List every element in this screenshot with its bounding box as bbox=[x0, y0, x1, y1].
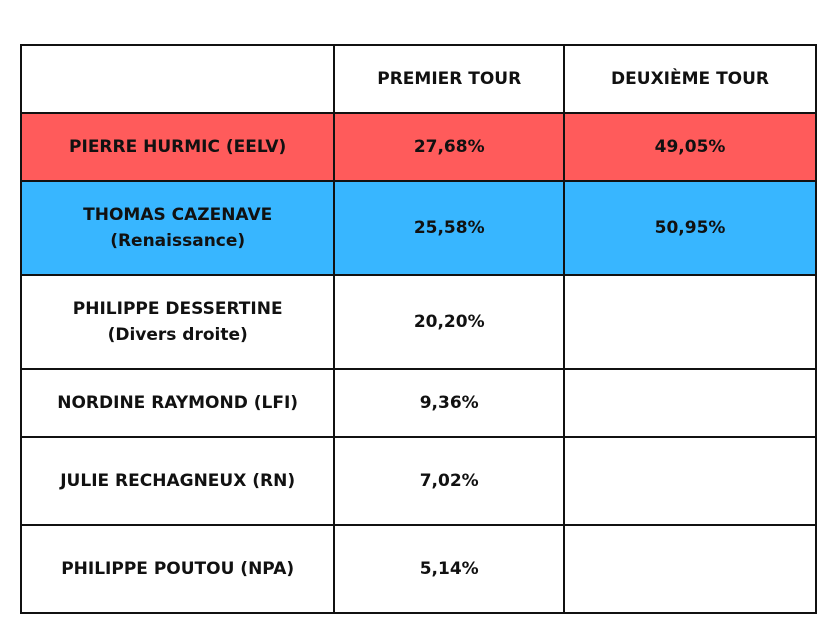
candidate-cell bbox=[21, 181, 334, 275]
premier-tour-cell: 5,14% bbox=[334, 525, 564, 613]
table-row bbox=[21, 113, 816, 181]
candidate-name: THOMAS CAZENAVE bbox=[83, 205, 273, 225]
candidate-cell bbox=[21, 275, 334, 369]
header-deuxieme-tour: DEUXIÈME TOUR bbox=[564, 45, 816, 113]
table-row bbox=[21, 525, 816, 613]
candidate-name: NORDINE RAYMOND (LFI) bbox=[57, 393, 299, 413]
deuxieme-tour-cell bbox=[564, 437, 816, 525]
candidate-party: (Divers droite) bbox=[107, 325, 248, 345]
candidate-name: PHILIPPE POUTOU (NPA) bbox=[61, 559, 295, 579]
deuxieme-tour-cell bbox=[564, 275, 816, 369]
deuxieme-tour-cell: 50,95% bbox=[564, 181, 816, 275]
premier-tour-cell: 25,58% bbox=[334, 181, 564, 275]
table-row bbox=[21, 275, 816, 369]
candidate-cell bbox=[21, 437, 334, 525]
candidate-cell bbox=[21, 369, 334, 437]
candidate-party: (Renaissance) bbox=[110, 231, 246, 251]
table-row bbox=[21, 369, 816, 437]
results-table bbox=[20, 44, 817, 614]
header-cell-empty bbox=[21, 45, 334, 113]
candidate-name: JULIE RECHAGNEUX (RN) bbox=[60, 471, 296, 491]
candidate-name: PIERRE HURMIC (EELV) bbox=[69, 137, 287, 157]
candidate-name: PHILIPPE DESSERTINE bbox=[72, 299, 283, 319]
candidate-cell bbox=[21, 113, 334, 181]
deuxieme-tour-cell: 49,05% bbox=[564, 113, 816, 181]
deuxieme-tour-cell bbox=[564, 369, 816, 437]
premier-tour-cell: 20,20% bbox=[334, 275, 564, 369]
deuxieme-tour-cell bbox=[564, 525, 816, 613]
premier-tour-cell: 9,36% bbox=[334, 369, 564, 437]
table-row bbox=[21, 181, 816, 275]
candidate-cell bbox=[21, 525, 334, 613]
header-premier-tour: PREMIER TOUR bbox=[334, 45, 564, 113]
premier-tour-cell: 27,68% bbox=[334, 113, 564, 181]
header-row bbox=[21, 45, 816, 113]
premier-tour-cell: 7,02% bbox=[334, 437, 564, 525]
table-row bbox=[21, 437, 816, 525]
